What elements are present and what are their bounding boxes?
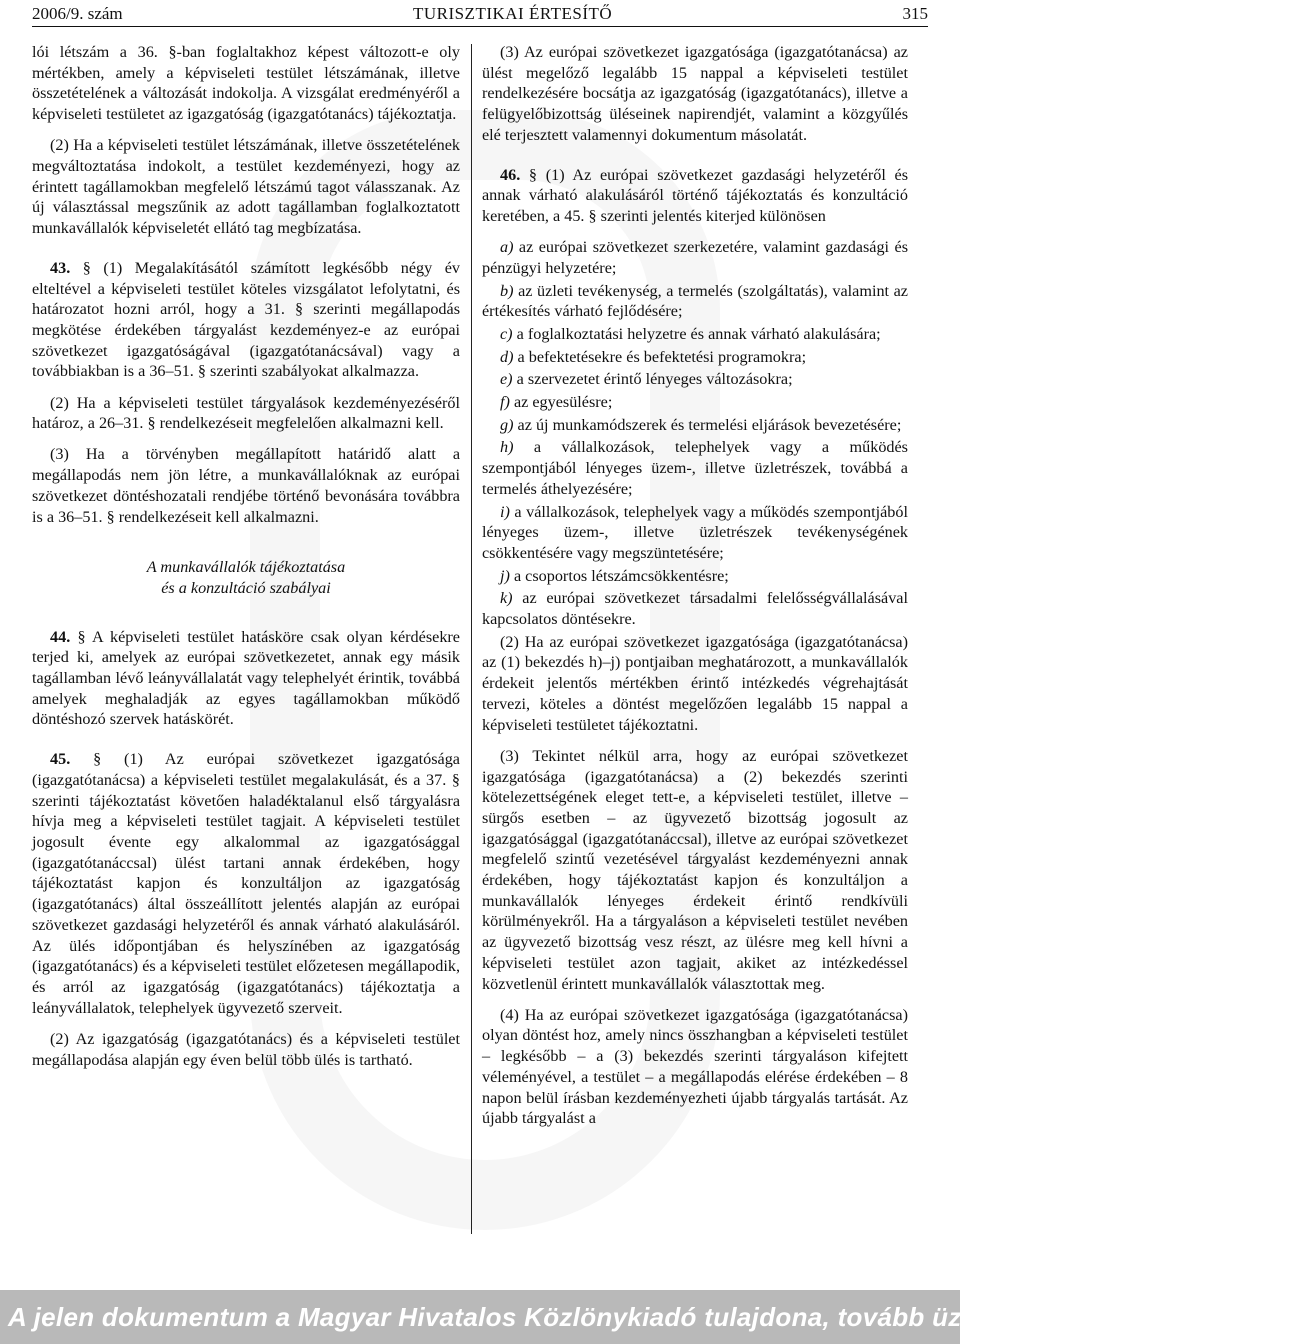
paragraph-text: (3) Ha a törvényben megállapított határidő alatt a megállapodás nem jön létre, a munkavállalóknak az európai szövetkezet döntéshozatali rendjébe történő bevonására továbbra is a 36–51. § rendelkezéseit kell alkalmazni. [32,445,460,526]
list-text: a befektetésekre és befektetési programokra; [513,347,807,366]
list-item [482,502,908,564]
page-header [32,2,928,27]
list-letter: b) [500,281,514,300]
section-number: 46. [500,165,521,184]
paragraph [482,632,908,736]
paragraph-text: (2) Ha az európai szövetkezet igazgatósága (igazgatótanácsa) az (1) bekezdés h)–j) pontjaiban meghatározott, a munkavállalók érdekeit jelentős mértékben érintő intézkedés végrehajtását tervezi, köteles a döntést megelőzően legalább 15 nappal a képviseleti testületet tájékoztatni. [482,632,908,734]
list-item [482,347,908,368]
paragraph-text: (3) Az európai szövetkezet igazgatósága (igazgatótanácsa) az ülést megelőző legalább 15 nappal a képviseleti testület rendelkezésére bocsátja az igazgatóság (igazgatótanács), illetve a felügyelőbizottság üléseinek napirendjét, valamint a közgyűlés elé terjesztett valamennyi dokumentum másolatát. [482,43,908,144]
paragraph-text: (2) Az igazgatóság (igazgatótanács) és a képviseleti testület megállapodása alapján egy éven belül több ülés is tartható. [32,1029,460,1069]
list-text: a foglalkoztatási helyzetre és annak várható alakulására; [512,324,881,343]
paragraph [32,258,460,382]
list-text: a szervezetet érintő lényeges változásokra; [512,370,793,389]
paragraph [482,42,908,146]
list-text: az üzleti tevékenység, a termelés (szolgáltatás), valamint az értékesítés várható fejlődésére; [482,281,908,321]
publication-title: TURISZTIKAI ÉRTESÍTŐ [412,4,613,23]
list-item [482,566,908,587]
paragraph-text: § A képviseleti testület hatásköre csak olyan kérdésekre terjed ki, amelyek az európai szövetkezetet, annak egy másik tagállamban lévő leányvállalatát vagy telephelyét érintik, továbbá amelyek meghaladják az egyes tagállamokban működő döntéshozó szervek hatáskörét. [32,627,460,729]
list-letter: e) [500,370,513,389]
list-text: az egyesülésre; [509,393,613,412]
paragraph [482,165,908,227]
column-divider [471,44,472,1234]
section-number: 45. [50,750,71,769]
list-letter: k) [500,589,513,608]
list-letter: f) [500,393,510,412]
right-column [482,42,908,1139]
list-text: az európai szövetkezet társadalmi felelősségvállalásával kapcsolatos döntésekre. [482,589,908,629]
list-letter: d) [500,347,514,366]
section-number: 44. [50,627,71,646]
paragraph [32,444,460,527]
list-letter: j) [500,566,510,585]
list-letter: c) [500,324,513,343]
paragraph [32,1029,460,1070]
list-item [482,369,908,390]
list-letter: a) [500,238,514,257]
heading-line: A munkavállalók tájékoztatása [146,558,346,577]
paragraph [482,746,908,994]
paragraph-text: (3) Tekintet nélkül arra, hogy az európai szövetkezet igazgatósága (igazgatótanácsa) a (2) bekezdés szerinti kötelezettségének eleget tett-e, a képviseleti testület, illetve – sürgős esetben – az ügyvezető bizottság jogosult az igazgatósággal (igazgatótanáccsal), illetve az európai szövetkezet megfelelő szintű vezetésével tárgyalást kezdeményezni annak érdekében, hogy tájékoztatást kapjon és konzultáljon a munkavállalók lényeges érdekeit érintő rendkívüli körülményekről. Ha a tárgyaláson a képviseleti testület nevében az ügyvezető bizottság vesz részt, az ülésre meg kell hívni a képviseleti testület azon tagjait, akiket az intézkedéssel közvetlenül érintett munkavállalók választottak meg. [482,746,908,993]
list-item [482,437,908,499]
list-letter: h) [500,438,514,457]
paragraph-text: (2) Ha a képviseleti testület létszámának, illetve összetételének megváltoztatása indokolt, a testület kezdeményezi, hogy az érintett tagállamokban megfelelő létszámú tagot válasszanak. Az új választással megszűnik az adott tagállamban foglalkoztatott munkavállalók képviseletét ellátó tag megbízatása. [32,136,460,238]
list-item [482,415,908,436]
list-text: a vállalkozások, telephelyek vagy a működés szempontjából lényeges üzem-, illetve üzletrészek tevékenységének csökkentésére vagy megszüntetésére; [482,502,908,562]
list-text: az európai szövetkezet szerkezetére, valamint gazdasági és pénzügyi helyzetére; [482,238,908,277]
paragraph [32,749,460,1018]
paragraph [32,627,460,731]
list-letter: g) [500,415,514,434]
list-text: az új munkamódszerek és termelési eljárások bevezetésére; [513,415,902,434]
paragraph-text: (4) Ha az európai szövetkezet igazgatósága (igazgatótanácsa) olyan döntést hoz, amely nincs összhangban a képviseleti testület – legkésőbb – a (3) bekezdés szerinti tárgyaláson kifejtett véleményével, a testület – a megállapodás elérése érdekében – 8 napon belül írásban kezdeményezheti újabb tárgyalás tartását. Az újabb tárgyalást a [482,1005,908,1128]
paragraph-text: lói létszám a 36. §-ban foglaltakhoz képest változott-e oly mértékben, amely a képviseleti testület létszámának, illetve összetételének a változását indokolja. A vizsgálat eredményéről a képviseleti testületet az igazgatóság (igazgatótanács) tájékoztatja. [32,43,460,124]
paragraph-text: § (1) Megalakításától számított legkésőbb négy év elteltével a képviseleti testület köteles vizsgálatot lefolytatni, és határozatot hozni arról, hogy a 31. § szerinti megállapodás megkötése érdekében tárgyalást kezdeményez-e az európai szövetkezet igazgatóságával (igazgatótanácsával) vagy a továbbiakban is a 36–51. § szerinti szabályokat alkalmazza. [32,258,460,381]
copyright-watermark: A jelen dokumentum a Magyar Hivatalos Közlönykiadó tulajdona, tovább üzleti célú felhasználása tilos! [0,1290,960,1344]
list-item [482,237,908,278]
list-letter: i) [500,502,510,521]
list-item [482,588,908,629]
paragraph [32,135,460,239]
heading-line: és a konzultáció szabályai [161,578,331,597]
page-number: 315 [902,4,928,23]
paragraph [32,42,460,125]
paragraph-text: (2) Ha a képviseleti testület tárgyalások kezdeményezéséről határoz, a 26–31. § rendelkezéseit megfelelően alkalmazni kell. [32,393,460,433]
issue-number: 2006/9. szám [32,4,123,23]
section-heading [32,557,460,598]
list-text: a vállalkozások, telephelyek vagy a működés szempontjából lényeges üzem-, illetve üzletrészek, továbbá a termelés áthelyezésére; [482,438,908,498]
section-number: 43. [50,258,71,277]
paragraph [482,1005,908,1129]
list-item [482,324,908,345]
list-text: a csoportos létszámcsökkentésre; [509,566,729,585]
left-column [32,42,460,1081]
paragraph-text: § (1) Az európai szövetkezet gazdasági helyzetéről és annak várható alakulásáról történő tájékoztatás és konzultáció keretében, a 45. § szerinti jelentés kiterjed különösen [482,165,908,225]
list-item [482,392,908,413]
list-item [482,281,908,322]
paragraph [32,393,460,434]
paragraph-text: § (1) Az európai szövetkezet igazgatósága (igazgatótanácsa) a képviseleti testület megalakulását, és a 37. § szerinti tájékoztatást követően haladéktalanul első tárgyalásra hívja meg a képviseleti testület tagjait. A képviseleti testület jogosult évente egy alkalommal az igazgatósággal (igazgatótanáccsal) ülést tartani annak érdekében, hogy tájékoztatást kapjon és konzultáljon az igazgatóság (igazgatótanács) által összeállított jelentés alapján az európai szövetkezet gazdasági helyzetéről és annak várható alakulásáról. Az ülés időpontjában és helyszínében az igazgatóság (igazgatótanács) és a képviseleti testület előzetesen megállapodik, és arról az igazgatóság (igazgatótanács) tájékoztatja a leányvállalatok, telephelyek ügyvezető szerveit. [32,750,460,1017]
